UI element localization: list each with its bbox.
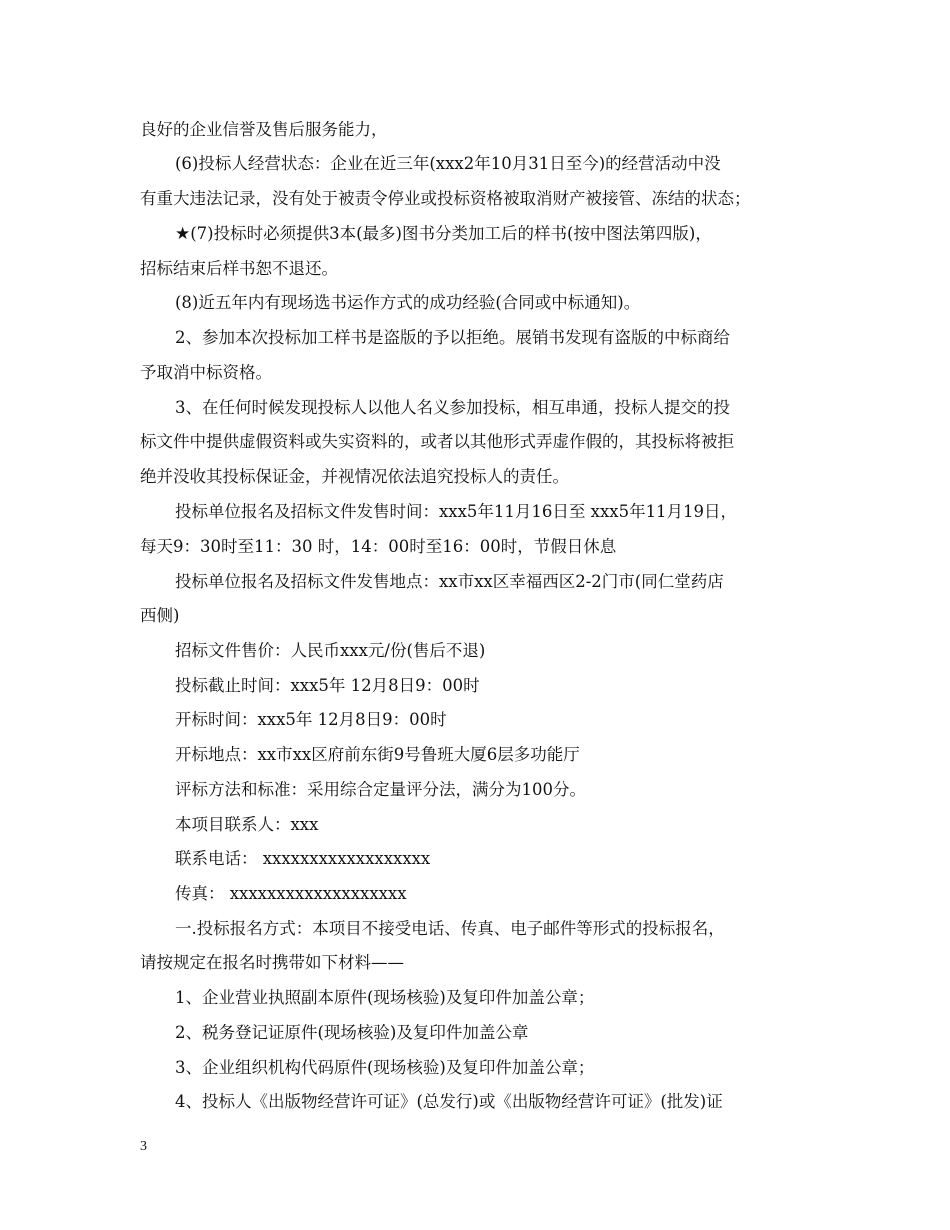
text-line: 3、在任何时候发现投标人以他人名义参加投标，相互串通，投标人提交的投 <box>175 398 730 417</box>
text-line: 招标结束后样书恕不退还。 <box>140 259 338 278</box>
text-line: 4、投标人《出版物经营许可证》(总发行)或《出版物经营许可证》(批发)证 <box>175 1092 723 1111</box>
text-line: 1、企业营业执照副本原件(现场核验)及复印件加盖公章； <box>175 988 595 1007</box>
star-icon: ★ <box>175 224 191 244</box>
text-line: 良好的企业信誉及售后服务能力， <box>140 120 388 139</box>
text-line: (6)投标人经营状态：企业在近三年(xxx2年10月31日至今)的经营活动中没 <box>175 154 721 173</box>
text-line: 评标方法和标准：采用综合定量评分法，满分为100分。 <box>175 780 586 799</box>
text-line: 开标地点：xx市xx区府前东街9号鲁班大厦6层多功能厅 <box>175 745 580 764</box>
text-line: 2、参加本次投标加工样书是盗版的予以拒绝。展销书发现有盗版的中标商给 <box>175 328 730 347</box>
text-line: 3、企业组织机构代码原件(现场核验)及复印件加盖公章； <box>175 1058 595 1077</box>
text-line: 绝并没收其投标保证金，并视情况依法追究投标人的责任。 <box>140 467 569 486</box>
text-line-starred <box>175 223 855 245</box>
text-line: 投标截止时间：xxx5年 12月8日9：00时 <box>175 676 480 695</box>
text-line: (8)近五年内有现场选书运作方式的成功经验(合同或中标通知)。 <box>175 293 641 312</box>
text-line: 有重大违法记录，没有处于被责令停业或投标资格被取消财产被接管、冻结的状态； <box>140 189 751 208</box>
text-line: 投标单位报名及招标文件发售地点：xx市xx区幸福西区2-2门市(同仁堂药店 <box>175 572 724 591</box>
text-line: 2、税务登记证原件(现场核验)及复印件加盖公章 <box>175 1023 529 1042</box>
page-number: 3 <box>140 1139 147 1154</box>
text-line: 西侧) <box>140 606 180 625</box>
text-line: (7)投标时必须提供3本(最多)图书分类加工后的样书(按中图法第四版)， <box>190 224 712 243</box>
text-line: 开标时间：xxx5年 12月8日9：00时 <box>175 710 447 729</box>
text-line: 每天9：30时至11：30 时，14：00时至16：00时，节假日休息 <box>140 537 617 556</box>
text-line: 请按规定在报名时携带如下材料—— <box>140 953 404 972</box>
text-line: 招标文件售价：人民币xxx元/份(售后不退) <box>175 641 486 660</box>
text-line: 予取消中标资格。 <box>140 363 272 382</box>
text-line: 传真： xxxxxxxxxxxxxxxxxxx <box>175 884 407 903</box>
text-line: 投标单位报名及招标文件发售时间：xxx5年11月16日至 xxx5年11月19日， <box>175 502 738 521</box>
text-line: 一.投标报名方式：本项目不接受电话、传真、电子邮件等形式的投标报名， <box>175 919 725 938</box>
text-line: 本项目联系人：xxx <box>175 815 319 834</box>
text-line: 联系电话： xxxxxxxxxxxxxxxxxx <box>175 849 431 868</box>
text-line: 标文件中提供虚假资料或失实资料的，或者以其他形式弄虚作假的，其投标将被拒 <box>140 432 734 451</box>
